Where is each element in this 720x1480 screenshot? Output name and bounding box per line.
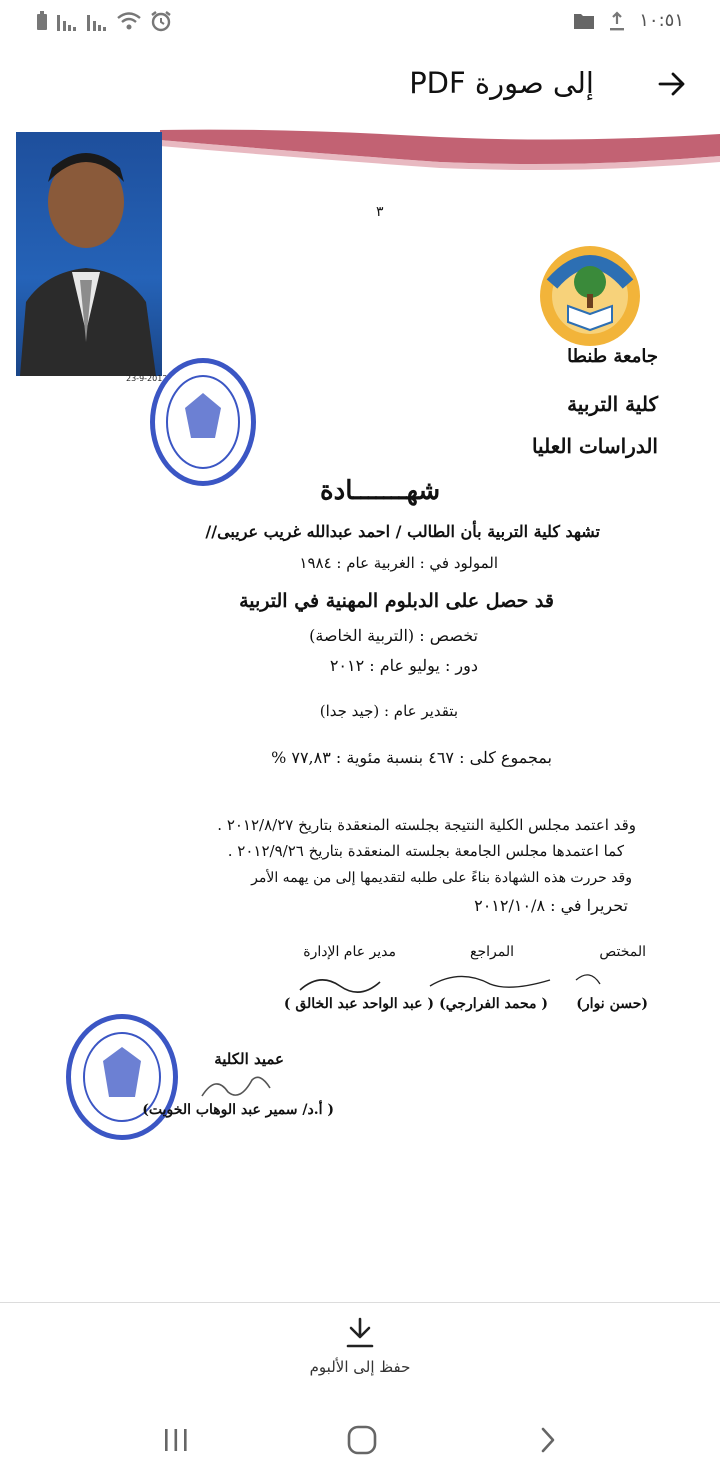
cert-line-11: تحريرا في : ٢٠١٢/١٠/٨ — [474, 896, 628, 915]
sig-director-name: ( عبد الواحد عبد الخالق ) — [283, 996, 434, 1012]
signal-icon — [86, 11, 108, 31]
download-icon — [344, 1316, 376, 1350]
red-header-strip — [160, 126, 720, 176]
wifi-icon — [116, 11, 142, 31]
dean-signature — [196, 1066, 276, 1106]
status-bar — [0, 0, 720, 44]
save-to-album-button[interactable] — [300, 1316, 420, 1396]
cert-line-1: تشهد كلية التربية بأن الطالب / احمد عبدالله غريب عريبى// — [205, 522, 600, 541]
student-photo — [16, 132, 162, 376]
alarm-icon — [150, 10, 172, 32]
official-stamp — [150, 358, 256, 486]
signal-icon — [56, 11, 78, 31]
home-icon — [346, 1424, 378, 1456]
battery-icon — [36, 11, 48, 31]
dean-name: ( أ.د/ سمير عبد الوهاب الخويت) — [142, 1102, 334, 1118]
official-stamp-bottom — [66, 1014, 178, 1140]
certificate-heading: شهـــــــادة — [320, 476, 441, 506]
sig-specialist-title: المختص — [599, 944, 646, 960]
folder-icon — [573, 12, 595, 30]
sig-reviewer-title: المراجع — [470, 944, 514, 960]
university-name: جامعة طنطا — [567, 346, 658, 367]
recent-apps-button[interactable] — [146, 1420, 206, 1460]
sig-reviewer-name: ( محمد الفرارجي) — [439, 996, 548, 1012]
cert-line-8: وقد اعتمد مجلس الكلية النتيجة بجلسته المنعقدة بتاريخ ٢٠١٢/٨/٢٧ . — [217, 816, 636, 834]
sig-director-title: مدير عام الإدارة — [303, 944, 396, 960]
sig-specialist-name: (حسن نوار) — [576, 996, 648, 1012]
department-name: الدراسات العليا — [531, 434, 658, 458]
dean-title: عميد الكلية — [214, 1050, 284, 1068]
recent-apps-icon — [161, 1426, 191, 1454]
navigation-bar — [0, 1400, 720, 1480]
nav-back-button[interactable] — [518, 1420, 578, 1460]
cert-line-3: قد حصل على الدبلوم المهنية في التربية — [239, 590, 554, 612]
app-bar — [0, 44, 720, 126]
photo-date: 23-9-2012 — [126, 374, 168, 383]
upload-icon — [609, 11, 625, 31]
cert-line-10: وقد حررت هذه الشهادة بناءً على طلبه لتقديمها إلى من يهمه الأمر — [251, 870, 632, 886]
status-time: ١٠:٥١ — [639, 10, 684, 31]
status-icons-left — [36, 10, 172, 32]
cert-line-4: تخصص : (التربية الخاصة) — [309, 626, 478, 645]
cert-line-2: المولود في : الغربية عام : ١٩٨٤ — [299, 554, 498, 572]
faculty-name: كلية التربية — [567, 392, 658, 416]
cert-line-7: بمجموع كلى : ٤٦٧ بنسبة مئوية : ٧٧,٨٣ % — [271, 748, 552, 767]
cert-line-5: دور : يوليو عام : ٢٠١٢ — [329, 656, 478, 675]
bottom-divider — [0, 1302, 720, 1303]
save-to-album-label: حفظ إلى الألبوم — [309, 1358, 411, 1376]
certificate-image — [0, 126, 720, 1146]
cert-line-9: كما اعتمدها مجلس الجامعة بجلسته المنعقدة بتاريخ ٢٠١٢/٩/٢٦ . — [227, 842, 624, 860]
arrow-right-icon — [656, 68, 688, 100]
page-number: ٣ — [376, 204, 384, 220]
back-chevron-icon — [538, 1425, 558, 1455]
page-title: إلى صورة PDF — [409, 66, 594, 100]
cert-line-6: بتقدير عام : (جيد جدا) — [319, 702, 458, 720]
status-icons-right — [573, 10, 684, 31]
back-button[interactable] — [648, 60, 696, 108]
home-button[interactable] — [332, 1420, 392, 1460]
university-logo — [538, 244, 642, 348]
